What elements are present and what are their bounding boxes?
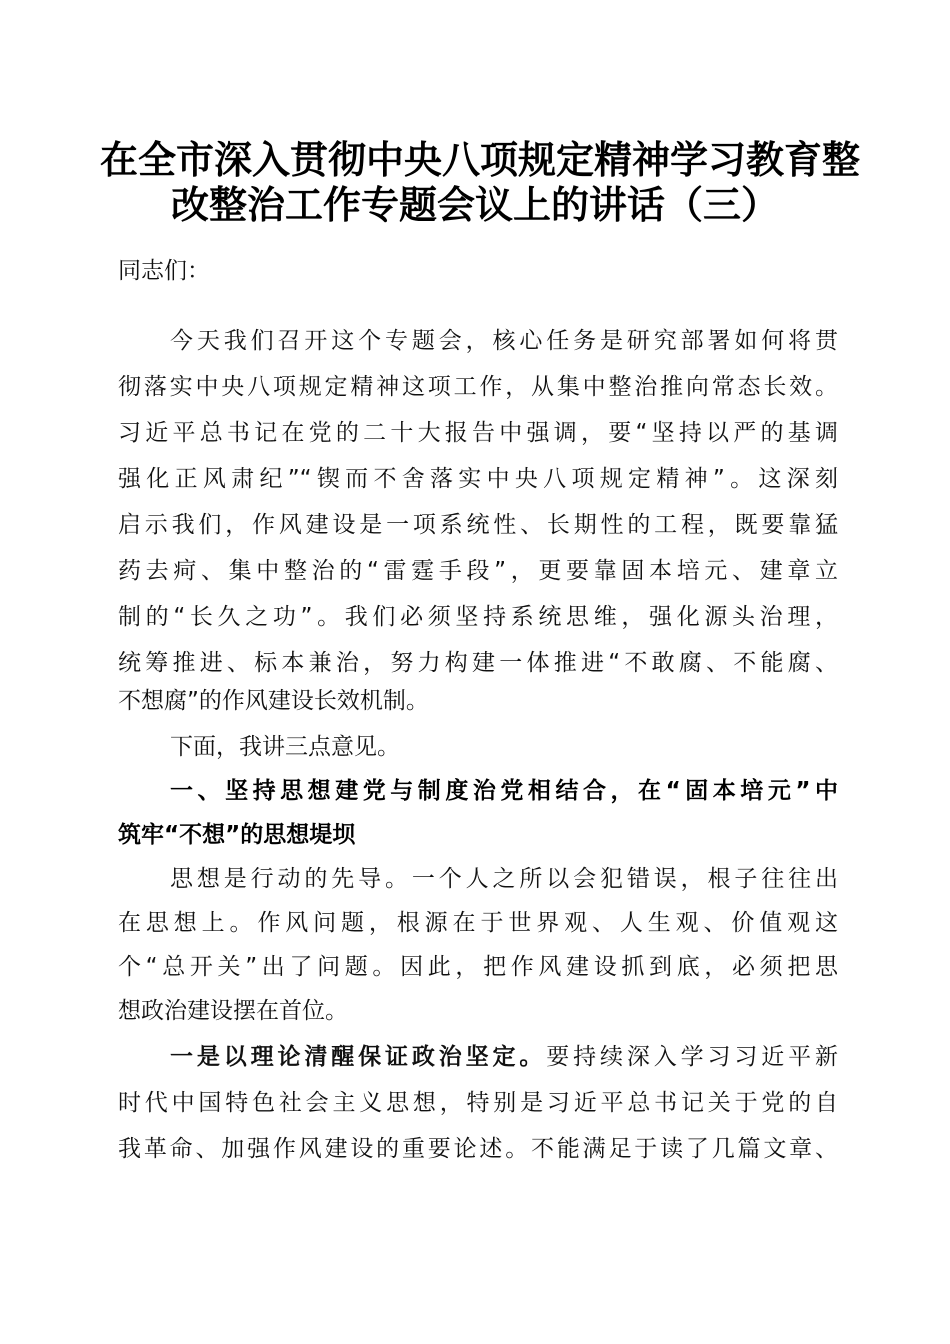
paragraph-line: 统筹推进、标本兼治，努力构建一体推进“不敢腐、不能腐、 [118, 650, 838, 676]
paragraph-line: 个“总开关”出了问题。因此，把作风建设抓到底，必须把思 [118, 954, 838, 980]
paragraph-line: 在思想上。作风问题，根源在于世界观、人生观、价值观这 [118, 910, 838, 936]
paragraph-line: 时代中国特色社会主义思想，特别是习近平总书记关于党的自 [118, 1090, 838, 1116]
document-title-line-1: 在全市深入贯彻中央八项规定精神学习教育整 [100, 137, 861, 182]
paragraph-line: 彻落实中央八项规定精神这项工作，从集中整治推向常态长效。 [118, 374, 838, 400]
paragraph-line: 强化正风肃纪”“锲而不舍落实中央八项规定精神”。这深刻 [118, 466, 838, 492]
paragraph-line: 药去疴、集中整治的“雷霆手段”，更要靠固本培元、建章立 [118, 558, 838, 584]
section-heading-line-1: 一、坚持思想建党与制度治党相结合，在“固本培元”中 [170, 778, 838, 804]
paragraph-line: 想政治建设摆在首位。 [118, 998, 348, 1024]
document-title-line-2: 改整治工作专题会议上的讲话（三） [170, 182, 779, 227]
paragraph-line: 我革命、加强作风建设的重要论述。不能满足于读了几篇文章、 [118, 1136, 838, 1162]
paragraph-line: 思想是行动的先导。一个人之所以会犯错误，根子往往出 [170, 866, 838, 892]
paragraph-line: 习近平总书记在党的二十大报告中强调，要“坚持以严的基调 [118, 420, 838, 446]
emphasis-lead: 一是以理论清醒保证政治坚定。 [170, 1044, 547, 1070]
salutation: 同志们： [118, 258, 210, 284]
section-heading-line-2: 筑牢“不想”的思想堤坝 [118, 822, 356, 848]
paragraph-text: 要持续深入学习习近平新 [546, 1044, 838, 1070]
paragraph-line: 下面，我讲三点意见。 [170, 734, 400, 760]
paragraph-line: 不想腐”的作风建设长效机制。 [118, 688, 429, 714]
paragraph-line [170, 1042, 838, 1072]
paragraph-line: 启示我们，作风建设是一项系统性、长期性的工程，既要靠猛 [118, 512, 838, 538]
paragraph-line: 今天我们召开这个专题会，核心任务是研究部署如何将贯 [170, 328, 838, 354]
paragraph-line: 制的“长久之功”。我们必须坚持系统思维，强化源头治理， [118, 604, 838, 630]
